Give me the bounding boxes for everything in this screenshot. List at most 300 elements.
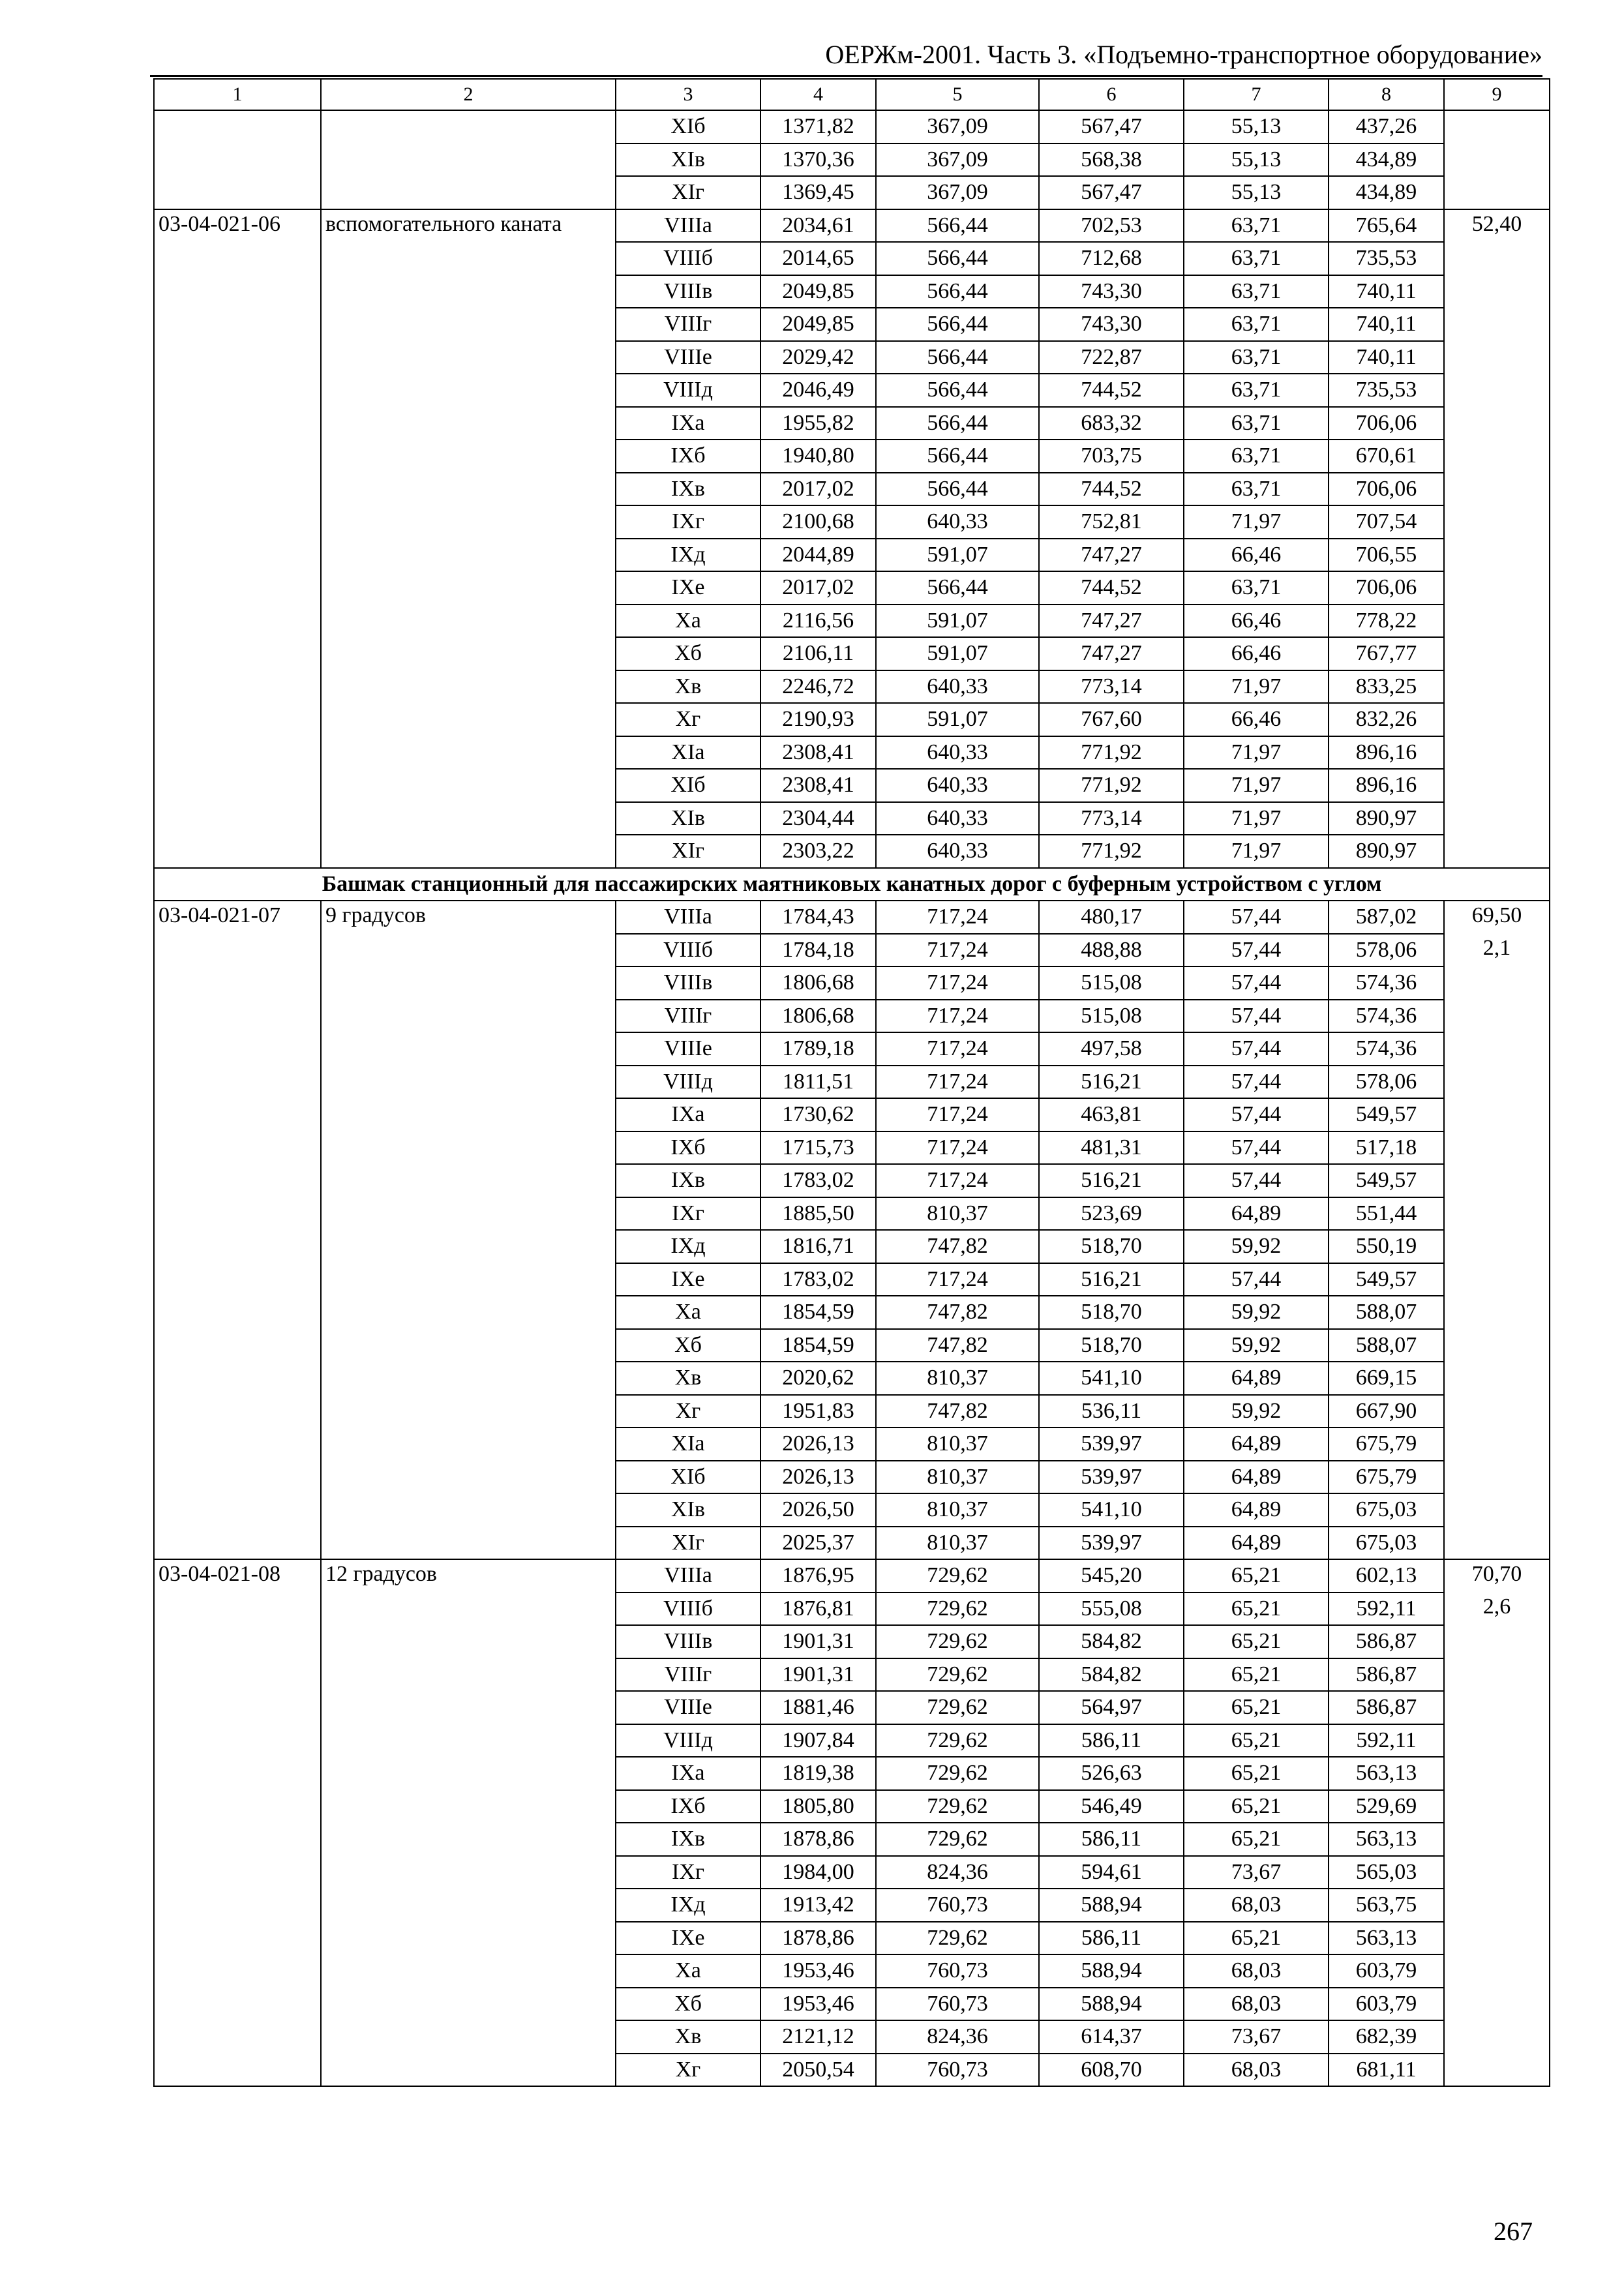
value-cell: 767,60: [1039, 703, 1184, 736]
value-cell: 896,16: [1329, 769, 1444, 802]
zone-cell: VIIIд: [616, 1724, 760, 1758]
value-cell: 729,62: [876, 1658, 1039, 1692]
zone-cell: VIIIб: [616, 934, 760, 967]
value-cell: 706,55: [1329, 539, 1444, 572]
value-cell: 550,19: [1329, 1230, 1444, 1263]
value-cell: 367,09: [876, 110, 1039, 143]
value-cell: 578,06: [1329, 934, 1444, 967]
value-cell: 587,02: [1329, 901, 1444, 934]
value-cell: 810,37: [876, 1428, 1039, 1461]
value-cell: 523,69: [1039, 1197, 1184, 1231]
running-header: ОЕРЖм-2001. Часть 3. «Подъемно-транспортное оборудование»: [825, 40, 1542, 69]
value-cell: 536,11: [1039, 1395, 1184, 1428]
value-cell: 574,36: [1329, 1000, 1444, 1033]
value-cell: 1953,46: [760, 1988, 876, 2021]
value-cell: 574,36: [1329, 1032, 1444, 1066]
value-cell: 55,13: [1184, 143, 1329, 177]
value-cell: 2308,41: [760, 736, 876, 770]
value-cell: 588,94: [1039, 1954, 1184, 1988]
value-cell: 603,79: [1329, 1988, 1444, 2021]
value-cell: 526,63: [1039, 1757, 1184, 1790]
value-cell: 541,10: [1039, 1493, 1184, 1527]
zone-cell: IXд: [616, 539, 760, 572]
value-cell: 463,81: [1039, 1098, 1184, 1131]
value-cell: 63,71: [1184, 242, 1329, 275]
value-cell: 832,26: [1329, 703, 1444, 736]
extra-value: [1444, 275, 1550, 308]
value-cell: 586,87: [1329, 1658, 1444, 1692]
extra-value: [1444, 1329, 1550, 1362]
value-cell: 747,27: [1039, 637, 1184, 670]
value-cell: 729,62: [876, 1823, 1039, 1856]
value-cell: 896,16: [1329, 736, 1444, 770]
value-cell: 65,21: [1184, 1823, 1329, 1856]
zone-cell: IXа: [616, 1098, 760, 1131]
work-name: [321, 110, 616, 209]
value-cell: 681,11: [1329, 2054, 1444, 2087]
value-cell: 539,97: [1039, 1527, 1184, 1560]
value-cell: 574,36: [1329, 966, 1444, 1000]
value-cell: 541,10: [1039, 1362, 1184, 1395]
value-cell: 65,21: [1184, 1658, 1329, 1692]
zone-cell: IXд: [616, 1889, 760, 1922]
value-cell: 640,33: [876, 505, 1039, 539]
value-cell: 1854,59: [760, 1296, 876, 1329]
value-cell: 65,21: [1184, 1559, 1329, 1593]
zone-cell: Xа: [616, 605, 760, 638]
extra-value: [1444, 1263, 1550, 1296]
value-cell: 740,11: [1329, 275, 1444, 308]
extra-value: [1444, 802, 1550, 835]
value-cell: 2100,68: [760, 505, 876, 539]
value-cell: 1907,84: [760, 1724, 876, 1758]
value-cell: 2034,61: [760, 209, 876, 243]
value-cell: 563,75: [1329, 1889, 1444, 1922]
value-cell: 810,37: [876, 1362, 1039, 1395]
value-cell: 614,37: [1039, 2020, 1184, 2054]
value-cell: 1784,18: [760, 934, 876, 967]
value-cell: 778,22: [1329, 605, 1444, 638]
value-cell: 563,13: [1329, 1757, 1444, 1790]
zone-cell: Xб: [616, 637, 760, 670]
value-cell: 640,33: [876, 670, 1039, 704]
rate-code: 03-04-021-08: [154, 1559, 321, 2086]
extra-value: [1444, 143, 1550, 177]
value-cell: 65,21: [1184, 1593, 1329, 1626]
extra-value: [1444, 1954, 1550, 1988]
zone-cell: XIв: [616, 1493, 760, 1527]
value-cell: 744,52: [1039, 473, 1184, 506]
value-cell: 2044,89: [760, 539, 876, 572]
zone-cell: XIа: [616, 1428, 760, 1461]
value-cell: 771,92: [1039, 835, 1184, 868]
zone-cell: XIб: [616, 769, 760, 802]
value-cell: 59,92: [1184, 1329, 1329, 1362]
zone-cell: VIIIг: [616, 1000, 760, 1033]
value-cell: 717,24: [876, 1032, 1039, 1066]
value-cell: 566,44: [876, 571, 1039, 605]
value-cell: 545,20: [1039, 1559, 1184, 1593]
value-cell: 1811,51: [760, 1066, 876, 1099]
value-cell: 2106,11: [760, 637, 876, 670]
value-cell: 63,71: [1184, 341, 1329, 374]
value-cell: 518,70: [1039, 1329, 1184, 1362]
zone-cell: IXа: [616, 1757, 760, 1790]
value-cell: 1783,02: [760, 1263, 876, 1296]
zone-cell: VIIIа: [616, 1559, 760, 1593]
value-cell: 591,07: [876, 637, 1039, 670]
value-cell: 66,46: [1184, 605, 1329, 638]
extra-value: [1444, 1164, 1550, 1197]
value-cell: 586,11: [1039, 1823, 1184, 1856]
value-cell: 64,89: [1184, 1493, 1329, 1527]
extra-value: [1444, 308, 1550, 341]
value-cell: 729,62: [876, 1559, 1039, 1593]
value-cell: 675,79: [1329, 1428, 1444, 1461]
value-cell: 2020,62: [760, 1362, 876, 1395]
value-cell: 744,52: [1039, 374, 1184, 407]
value-cell: 480,17: [1039, 901, 1184, 934]
value-cell: 1951,83: [760, 1395, 876, 1428]
extra-value: [1444, 1527, 1550, 1560]
extra-value: [1444, 1197, 1550, 1231]
value-cell: 824,36: [876, 2020, 1039, 2054]
value-cell: 729,62: [876, 1724, 1039, 1758]
value-cell: 747,82: [876, 1329, 1039, 1362]
value-cell: 517,18: [1329, 1131, 1444, 1165]
work-name: вспомогательного каната: [321, 209, 616, 868]
table-row: [154, 209, 1550, 243]
zone-cell: IXг: [616, 1856, 760, 1889]
value-cell: 549,57: [1329, 1098, 1444, 1131]
value-cell: 747,82: [876, 1296, 1039, 1329]
column-number: 3: [616, 79, 760, 110]
value-cell: 717,24: [876, 934, 1039, 967]
value-cell: 566,44: [876, 242, 1039, 275]
value-cell: 675,79: [1329, 1461, 1444, 1494]
zone-cell: IXб: [616, 440, 760, 473]
value-cell: 65,21: [1184, 1691, 1329, 1724]
value-cell: 735,53: [1329, 242, 1444, 275]
extra-value: [1444, 1131, 1550, 1165]
value-cell: 1854,59: [760, 1329, 876, 1362]
extra-value: [1444, 1757, 1550, 1790]
rates-table-body: [154, 79, 1550, 2086]
value-cell: 747,82: [876, 1230, 1039, 1263]
value-cell: 563,13: [1329, 1922, 1444, 1955]
zone-cell: IXд: [616, 1230, 760, 1263]
value-cell: 810,37: [876, 1527, 1039, 1560]
value-cell: 73,67: [1184, 1856, 1329, 1889]
value-cell: 1876,81: [760, 1593, 876, 1626]
value-cell: 743,30: [1039, 275, 1184, 308]
value-cell: 65,21: [1184, 1724, 1329, 1758]
zone-cell: VIIIе: [616, 341, 760, 374]
value-cell: 729,62: [876, 1691, 1039, 1724]
value-cell: 747,82: [876, 1395, 1039, 1428]
value-cell: 539,97: [1039, 1428, 1184, 1461]
zone-cell: XIг: [616, 176, 760, 209]
value-cell: 2026,13: [760, 1428, 876, 1461]
extra-value: [1444, 1296, 1550, 1329]
value-cell: 437,26: [1329, 110, 1444, 143]
value-cell: 566,44: [876, 407, 1039, 440]
zone-cell: Xв: [616, 1362, 760, 1395]
value-cell: 586,87: [1329, 1625, 1444, 1658]
value-cell: 68,03: [1184, 1954, 1329, 1988]
zone-cell: VIIIе: [616, 1032, 760, 1066]
value-cell: 57,44: [1184, 934, 1329, 967]
value-cell: 549,57: [1329, 1263, 1444, 1296]
extra-value: 2,1: [1444, 934, 1550, 967]
zone-cell: IXе: [616, 1263, 760, 1296]
value-cell: 57,44: [1184, 1066, 1329, 1099]
value-cell: 64,89: [1184, 1527, 1329, 1560]
value-cell: 670,61: [1329, 440, 1444, 473]
value-cell: 566,44: [876, 209, 1039, 243]
value-cell: 71,97: [1184, 505, 1329, 539]
value-cell: 2246,72: [760, 670, 876, 704]
value-cell: 434,89: [1329, 176, 1444, 209]
zone-cell: Xб: [616, 1329, 760, 1362]
value-cell: 735,53: [1329, 374, 1444, 407]
value-cell: 65,21: [1184, 1625, 1329, 1658]
value-cell: 765,64: [1329, 209, 1444, 243]
extra-value: [1444, 769, 1550, 802]
value-cell: 68,03: [1184, 1988, 1329, 2021]
extra-value: [1444, 1461, 1550, 1494]
extra-value: [1444, 1691, 1550, 1724]
value-cell: 71,97: [1184, 802, 1329, 835]
value-cell: 71,97: [1184, 736, 1329, 770]
value-cell: 717,24: [876, 1263, 1039, 1296]
value-cell: 516,21: [1039, 1164, 1184, 1197]
value-cell: 434,89: [1329, 143, 1444, 177]
value-cell: 1806,68: [760, 966, 876, 1000]
extra-value: [1444, 1428, 1550, 1461]
zone-cell: VIIIг: [616, 1658, 760, 1692]
value-cell: 588,94: [1039, 1889, 1184, 1922]
value-cell: 564,97: [1039, 1691, 1184, 1724]
value-cell: 890,97: [1329, 835, 1444, 868]
extra-value: [1444, 242, 1550, 275]
value-cell: 729,62: [876, 1790, 1039, 1823]
value-cell: 551,44: [1329, 1197, 1444, 1231]
column-number-row: [154, 79, 1550, 110]
value-cell: 584,82: [1039, 1625, 1184, 1658]
value-cell: 63,71: [1184, 374, 1329, 407]
extra-value: [1444, 341, 1550, 374]
value-cell: 565,03: [1329, 1856, 1444, 1889]
column-number: 5: [876, 79, 1039, 110]
value-cell: 2026,50: [760, 1493, 876, 1527]
rate-code: 03-04-021-07: [154, 901, 321, 1559]
zone-cell: XIа: [616, 736, 760, 770]
value-cell: 1819,38: [760, 1757, 876, 1790]
extra-value: [1444, 1493, 1550, 1527]
value-cell: 586,87: [1329, 1691, 1444, 1724]
value-cell: 760,73: [876, 1954, 1039, 1988]
zone-cell: IXе: [616, 1922, 760, 1955]
value-cell: 1370,36: [760, 143, 876, 177]
value-cell: 63,71: [1184, 209, 1329, 243]
extra-value: [1444, 1000, 1550, 1033]
value-cell: 1885,50: [760, 1197, 876, 1231]
rates-table: [153, 78, 1550, 2087]
value-cell: 57,44: [1184, 1032, 1329, 1066]
value-cell: 2017,02: [760, 571, 876, 605]
value-cell: 566,44: [876, 275, 1039, 308]
value-cell: 1730,62: [760, 1098, 876, 1131]
value-cell: 717,24: [876, 1066, 1039, 1099]
zone-cell: Xа: [616, 1296, 760, 1329]
zone-cell: Xг: [616, 2054, 760, 2087]
value-cell: 1816,71: [760, 1230, 876, 1263]
value-cell: 640,33: [876, 802, 1039, 835]
rate-code: 03-04-021-06: [154, 209, 321, 868]
value-cell: 516,21: [1039, 1066, 1184, 1099]
value-cell: 549,57: [1329, 1164, 1444, 1197]
value-cell: 63,71: [1184, 407, 1329, 440]
value-cell: 810,37: [876, 1197, 1039, 1231]
value-cell: 773,14: [1039, 802, 1184, 835]
value-cell: 740,11: [1329, 308, 1444, 341]
value-cell: 2014,65: [760, 242, 876, 275]
column-number: 1: [154, 79, 321, 110]
extra-value: 69,50: [1444, 901, 1550, 934]
value-cell: 1876,95: [760, 1559, 876, 1593]
value-cell: 555,08: [1039, 1593, 1184, 1626]
value-cell: 717,24: [876, 1164, 1039, 1197]
value-cell: 515,08: [1039, 1000, 1184, 1033]
value-cell: 2121,12: [760, 2020, 876, 2054]
value-cell: 717,24: [876, 1000, 1039, 1033]
value-cell: 63,71: [1184, 571, 1329, 605]
value-cell: 1805,80: [760, 1790, 876, 1823]
value-cell: 55,13: [1184, 110, 1329, 143]
value-cell: 712,68: [1039, 242, 1184, 275]
zone-cell: Xв: [616, 2020, 760, 2054]
rate-code: [154, 110, 321, 209]
zone-cell: Xг: [616, 1395, 760, 1428]
value-cell: 2049,85: [760, 308, 876, 341]
zone-cell: IXв: [616, 473, 760, 506]
value-cell: 1369,45: [760, 176, 876, 209]
value-cell: 717,24: [876, 966, 1039, 1000]
zone-cell: XIб: [616, 110, 760, 143]
zone-cell: IXа: [616, 407, 760, 440]
value-cell: 773,14: [1039, 670, 1184, 704]
value-cell: 516,21: [1039, 1263, 1184, 1296]
value-cell: 2050,54: [760, 2054, 876, 2087]
value-cell: 586,11: [1039, 1724, 1184, 1758]
value-cell: 497,58: [1039, 1032, 1184, 1066]
extra-value: [1444, 473, 1550, 506]
value-cell: 57,44: [1184, 901, 1329, 934]
extra-value: [1444, 1922, 1550, 1955]
zone-cell: XIб: [616, 1461, 760, 1494]
value-cell: 1881,46: [760, 1691, 876, 1724]
value-cell: 747,27: [1039, 605, 1184, 638]
value-cell: 667,90: [1329, 1395, 1444, 1428]
zone-cell: Xв: [616, 670, 760, 704]
work-name: 9 градусов: [321, 901, 616, 1559]
value-cell: 68,03: [1184, 1889, 1329, 1922]
extra-value: [1444, 605, 1550, 638]
value-cell: 602,13: [1329, 1559, 1444, 1593]
value-cell: 63,71: [1184, 440, 1329, 473]
zone-cell: VIIIб: [616, 242, 760, 275]
value-cell: 640,33: [876, 736, 1039, 770]
column-number: 4: [760, 79, 876, 110]
value-cell: 707,54: [1329, 505, 1444, 539]
value-cell: 640,33: [876, 835, 1039, 868]
extra-value: [1444, 1889, 1550, 1922]
value-cell: 729,62: [876, 1593, 1039, 1626]
column-number: 6: [1039, 79, 1184, 110]
value-cell: 588,07: [1329, 1329, 1444, 1362]
value-cell: 367,09: [876, 143, 1039, 177]
zone-cell: Xа: [616, 1954, 760, 1988]
extra-value: [1444, 1724, 1550, 1758]
value-cell: 1371,82: [760, 110, 876, 143]
value-cell: 568,38: [1039, 143, 1184, 177]
zone-cell: XIв: [616, 802, 760, 835]
value-cell: 1789,18: [760, 1032, 876, 1066]
value-cell: 518,70: [1039, 1230, 1184, 1263]
value-cell: 64,89: [1184, 1362, 1329, 1395]
zone-cell: IXе: [616, 571, 760, 605]
value-cell: 64,89: [1184, 1461, 1329, 1494]
value-cell: 55,13: [1184, 176, 1329, 209]
value-cell: 760,73: [876, 2054, 1039, 2087]
header-rule: [150, 75, 1542, 77]
value-cell: 63,71: [1184, 473, 1329, 506]
value-cell: 1940,80: [760, 440, 876, 473]
extra-value: [1444, 2054, 1550, 2087]
value-cell: 73,67: [1184, 2020, 1329, 2054]
extra-value: [1444, 966, 1550, 1000]
value-cell: 588,07: [1329, 1296, 1444, 1329]
extra-value: [1444, 1395, 1550, 1428]
zone-cell: IXв: [616, 1823, 760, 1856]
zone-cell: VIIIб: [616, 1593, 760, 1626]
zone-cell: Xб: [616, 1988, 760, 2021]
value-cell: 717,24: [876, 1131, 1039, 1165]
extra-value: [1444, 1658, 1550, 1692]
value-cell: 588,94: [1039, 1988, 1184, 2021]
value-cell: 669,15: [1329, 1362, 1444, 1395]
value-cell: 2017,02: [760, 473, 876, 506]
value-cell: 584,82: [1039, 1658, 1184, 1692]
zone-cell: XIг: [616, 1527, 760, 1560]
extra-value: [1444, 110, 1550, 143]
value-cell: 2308,41: [760, 769, 876, 802]
zone-cell: IXб: [616, 1131, 760, 1165]
value-cell: 640,33: [876, 769, 1039, 802]
value-cell: 566,44: [876, 308, 1039, 341]
extra-value: [1444, 703, 1550, 736]
value-cell: 2190,93: [760, 703, 876, 736]
zone-cell: Xг: [616, 703, 760, 736]
extra-value: [1444, 374, 1550, 407]
value-cell: 57,44: [1184, 966, 1329, 1000]
value-cell: 608,70: [1039, 2054, 1184, 2087]
value-cell: 567,47: [1039, 110, 1184, 143]
value-cell: 2303,22: [760, 835, 876, 868]
zone-cell: VIIIд: [616, 374, 760, 407]
zone-cell: XIг: [616, 835, 760, 868]
